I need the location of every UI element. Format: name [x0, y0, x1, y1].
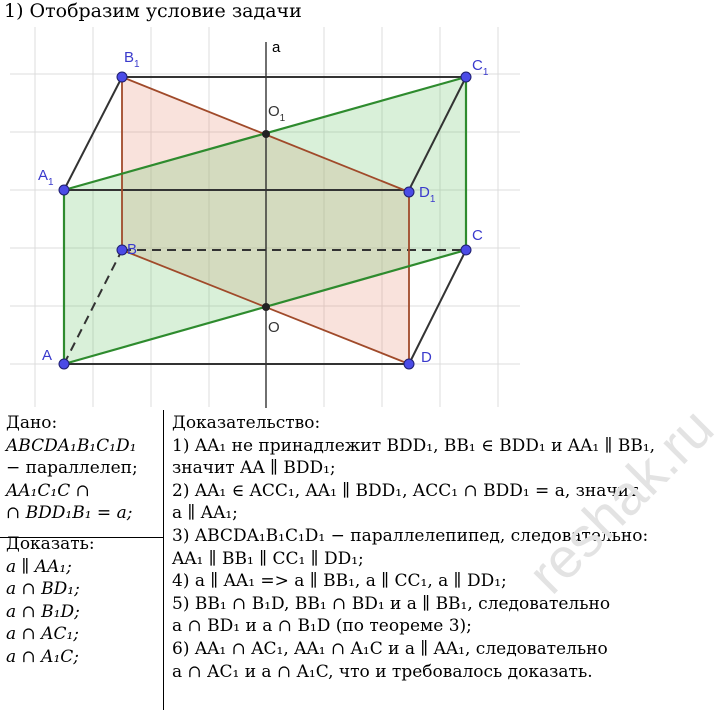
- given-section: [6, 412, 162, 669]
- prove-line: a ∥ AA₁;: [6, 556, 72, 577]
- prove-line: a ∩ AC₁;: [6, 624, 80, 645]
- prove-line: a ∩ BD₁;: [6, 579, 80, 600]
- axis-a-label: a: [272, 39, 281, 56]
- prove-line: a ∩ A₁C;: [6, 646, 80, 667]
- label-o: O: [268, 319, 280, 336]
- proof-title: Доказательство:: [172, 413, 321, 433]
- watermark-logo: reshak.ru: [515, 395, 726, 606]
- point-c: [461, 245, 471, 255]
- parallelepiped-figure: [0, 22, 700, 408]
- proof-line: a ∩ BD₁ и a ∩ B₁D (по теореме 3);: [172, 616, 472, 637]
- point-d: [404, 359, 414, 369]
- proof-section: [172, 412, 698, 683]
- label-b1: $B_1$: [124, 49, 140, 70]
- point-c1: [461, 72, 471, 82]
- label-c1: $C_1$: [472, 57, 489, 78]
- proof-line: 2) AA₁ ∈ ACC₁, AA₁ ∥ BDD₁, ACC₁ ∩ BDD₁ = a, значит: [172, 480, 639, 501]
- point-b: [117, 245, 127, 255]
- point-d1: [404, 187, 414, 197]
- label-c: C: [472, 227, 483, 244]
- point-o1: [262, 130, 270, 138]
- point-o: [262, 303, 270, 311]
- proof-line: 5) BB₁ ∩ B₁D, BB₁ ∩ BD₁ и a ∥ BB₁, следовательно: [172, 593, 611, 614]
- proof-line: 6) AA₁ ∩ AC₁, AA₁ ∩ A₁C и a ∥ AA₁, следовательно: [172, 638, 608, 659]
- point-b1: [117, 72, 127, 82]
- label-d1: $D_1$: [419, 184, 436, 205]
- given-line: ABCDA₁B₁C₁D₁: [6, 435, 137, 456]
- proof-line: a ∩ AC₁ и a ∩ A₁C, что и требовалось доказать.: [172, 661, 593, 682]
- point-a: [59, 359, 69, 369]
- column-divider: [163, 410, 164, 710]
- prove-title: Доказать:: [6, 533, 95, 554]
- proof-line: 3) ABCDA₁B₁C₁D₁ − параллелепипед, следовательно:: [172, 525, 649, 546]
- label-o1: $O_1$: [268, 103, 286, 124]
- proof-line: a ∥ AA₁;: [172, 503, 238, 524]
- given-line: − параллелеп;: [6, 458, 138, 479]
- given-title: Дано:: [6, 413, 58, 433]
- given-line: AA₁C₁C ∩: [6, 480, 90, 501]
- prove-line: a ∩ B₁D;: [6, 601, 80, 622]
- heading: 1) Отобразим условие задачи: [4, 0, 302, 22]
- label-b: B: [127, 241, 138, 258]
- point-a1: [59, 185, 69, 195]
- proof-line: AA₁ ∥ BB₁ ∥ CC₁ ∥ DD₁;: [172, 548, 364, 569]
- label-a1: $A_1$: [38, 167, 54, 188]
- given-line: ∩ BDD₁B₁ = a;: [6, 503, 133, 524]
- label-a: A: [42, 347, 53, 364]
- proof-line: 1) AA₁ не принадлежит BDD₁, BB₁ ∈ BDD₁ и AA₁ ∥ BB₁,: [172, 435, 656, 456]
- proof-line: 4) a ∥ AA₁ => a ∥ BB₁, a ∥ CC₁, a ∥ DD₁;: [172, 571, 507, 592]
- label-d: D: [421, 349, 432, 366]
- proof-line: значит AA ∥ BDD₁;: [172, 458, 336, 479]
